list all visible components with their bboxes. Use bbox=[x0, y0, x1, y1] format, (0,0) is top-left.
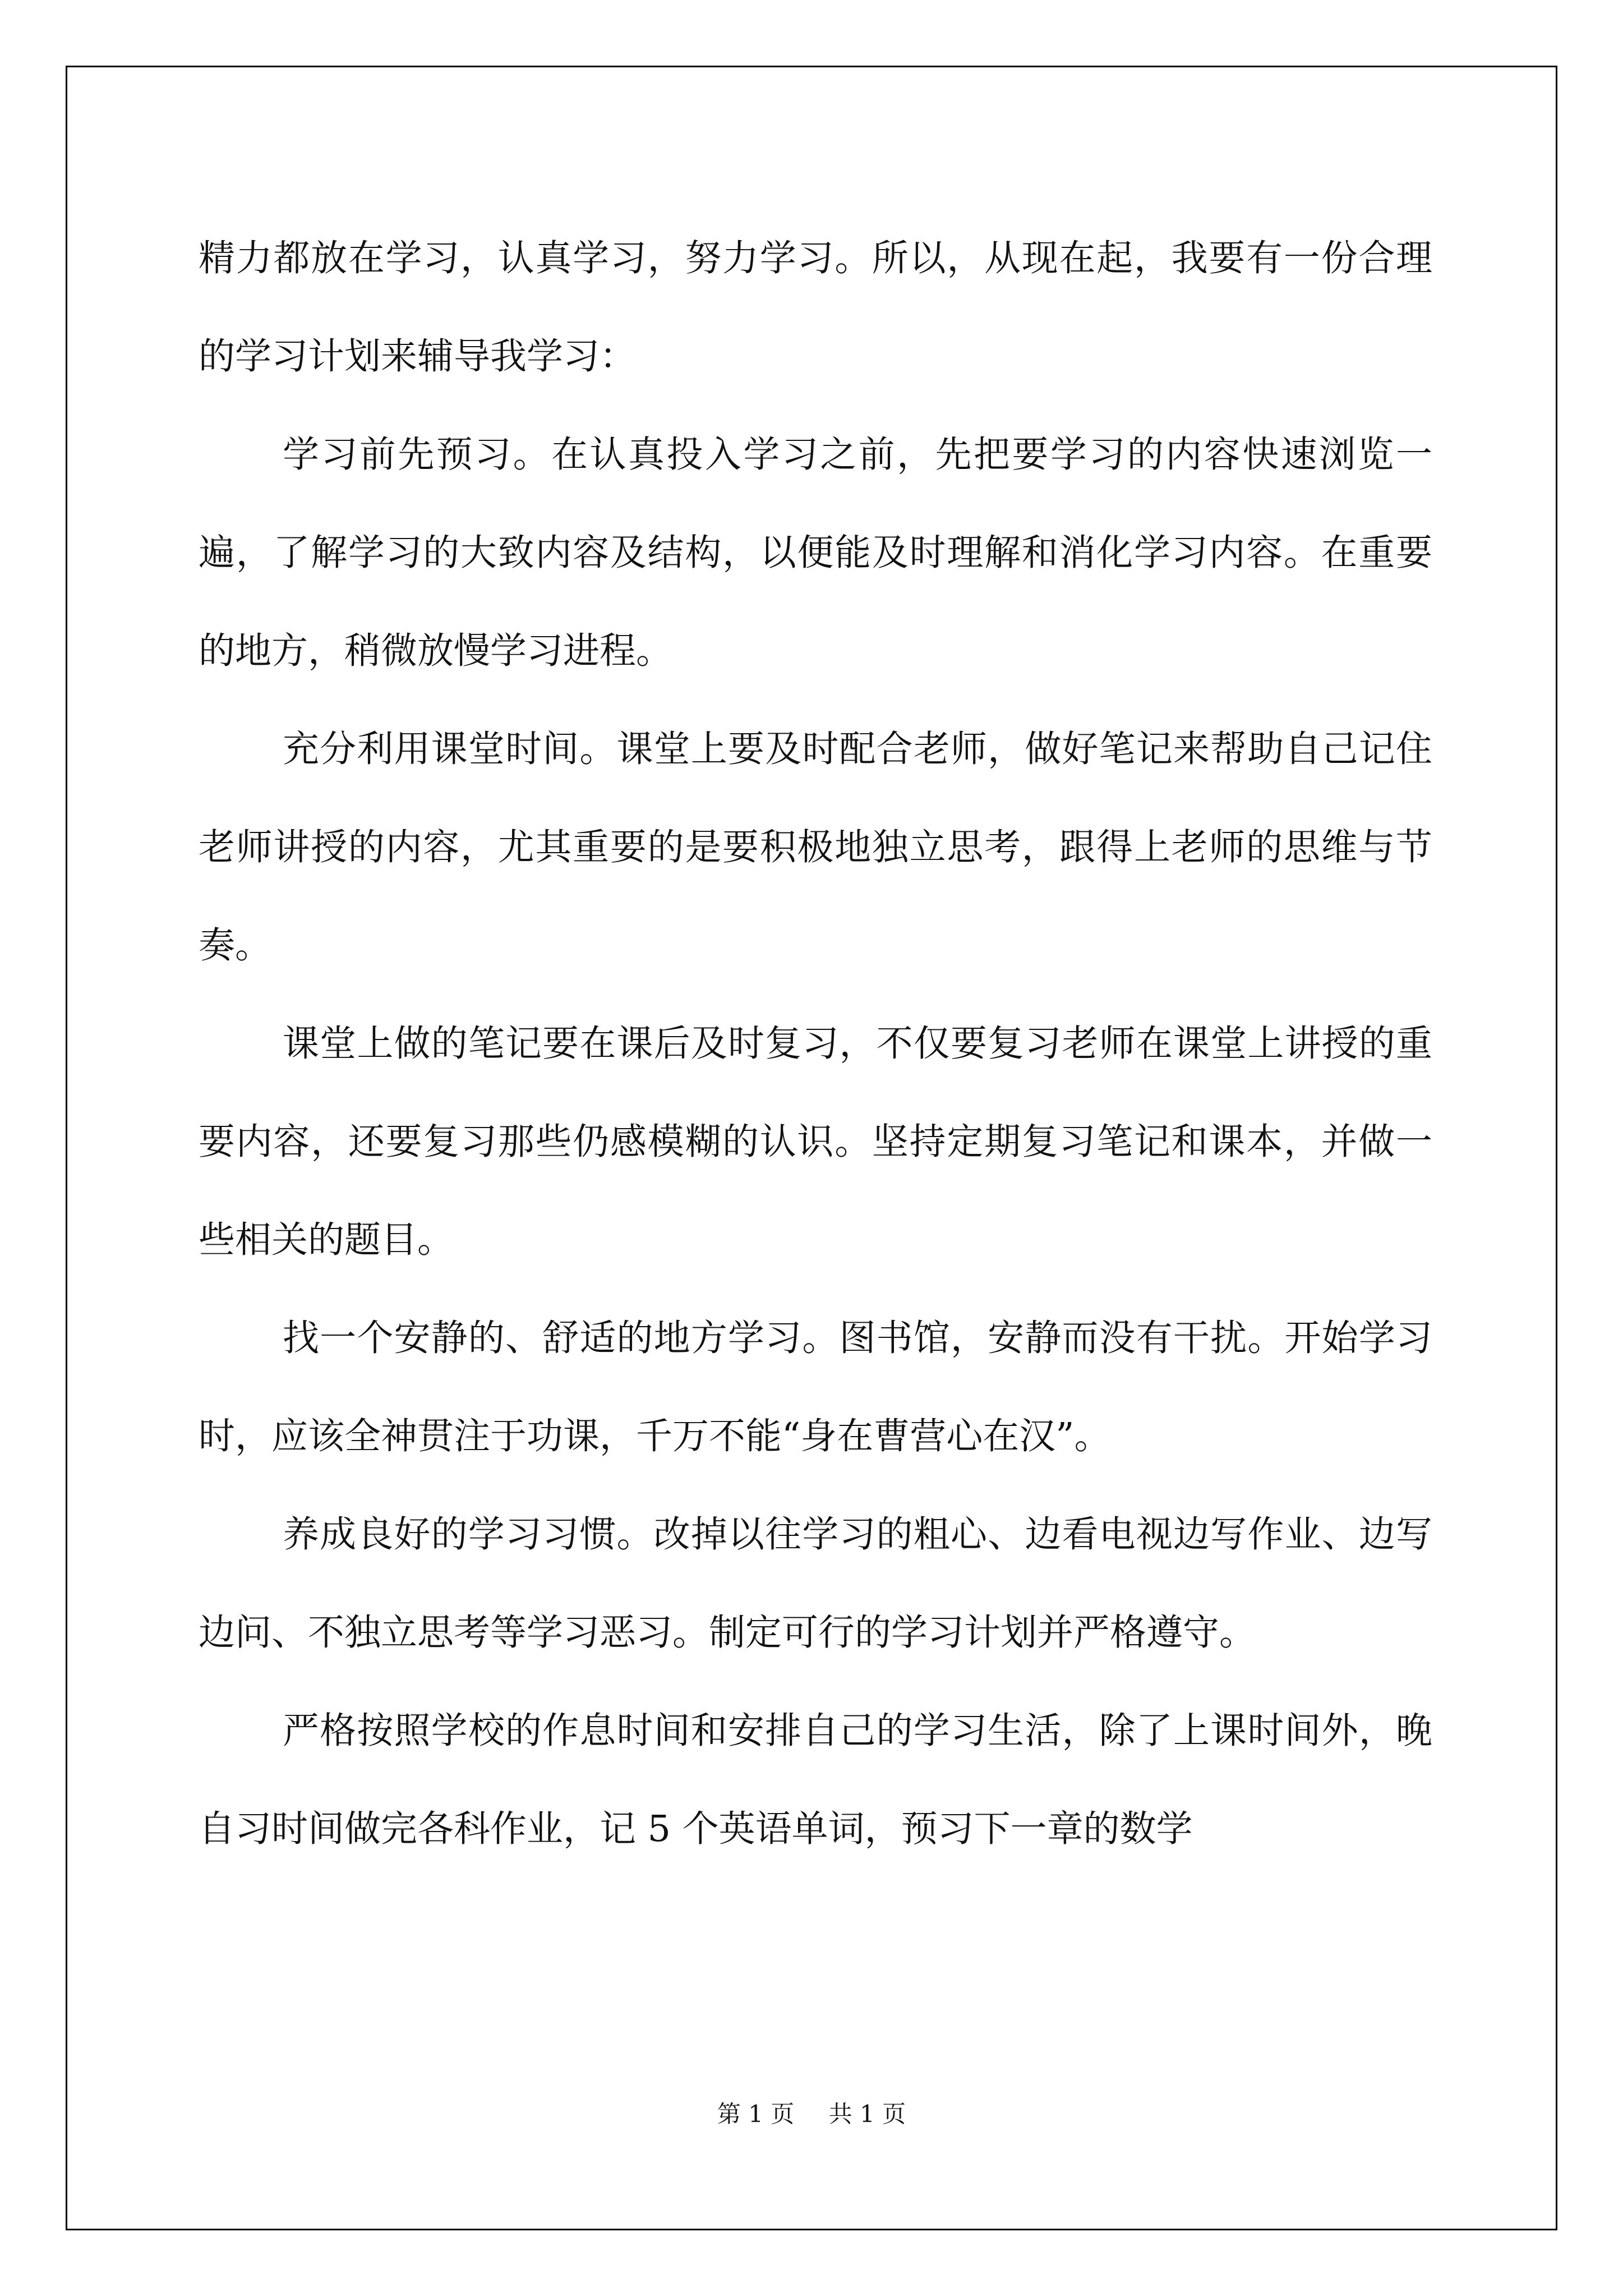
page-number: 第 1 页 bbox=[717, 2100, 795, 2128]
paragraph-4: 课堂上做的笔记要在课后及时复习，不仅要复习老师在课堂上讲授的重要内容，还要复习那些仍感模糊的认识。坚持定期复习笔记和课本，并做一些相关的题目。 bbox=[199, 1023, 1432, 1261]
page-footer bbox=[0, 2096, 1623, 2129]
paragraph-2: 学习前先预习。在认真投入学习之前，先把要学习的内容快速浏览一遍，了解学习的大致内容及结构，以便能及时理解和消化学习内容。在重要的地方，稍微放慢学习进程。 bbox=[199, 434, 1432, 672]
document-body bbox=[199, 209, 1432, 1878]
paragraph-3: 充分利用课堂时间。课堂上要及时配合老师，做好笔记来帮助自己记住老师讲授的内容，尤其重要的是要积极地独立思考，跟得上老师的思维与节奏。 bbox=[199, 728, 1432, 967]
paragraph-7: 严格按照学校的作息时间和安排自己的学习生活，除了上课时间外，晚自习时间做完各科作业，记 5 个英语单词，预习下一章的数学 bbox=[199, 1710, 1432, 1850]
page-total: 共 1 页 bbox=[828, 2100, 906, 2128]
paragraph-1: 精力都放在学习，认真学习，努力学习。所以，从现在起，我要有一份合理的学习计划来辅导我学习： bbox=[199, 237, 1432, 378]
paragraph-6: 养成良好的学习习惯。改掉以往学习的粗心、边看电视边写作业、边写边问、不独立思考等学习恶习。制定可行的学习计划并严格遵守。 bbox=[199, 1513, 1432, 1654]
paragraph-5: 找一个安静的、舒适的地方学习。图书馆，安静而没有干扰。开始学习时，应该全神贯注于功课，千万不能“身在曹营心在汉”。 bbox=[199, 1317, 1432, 1457]
